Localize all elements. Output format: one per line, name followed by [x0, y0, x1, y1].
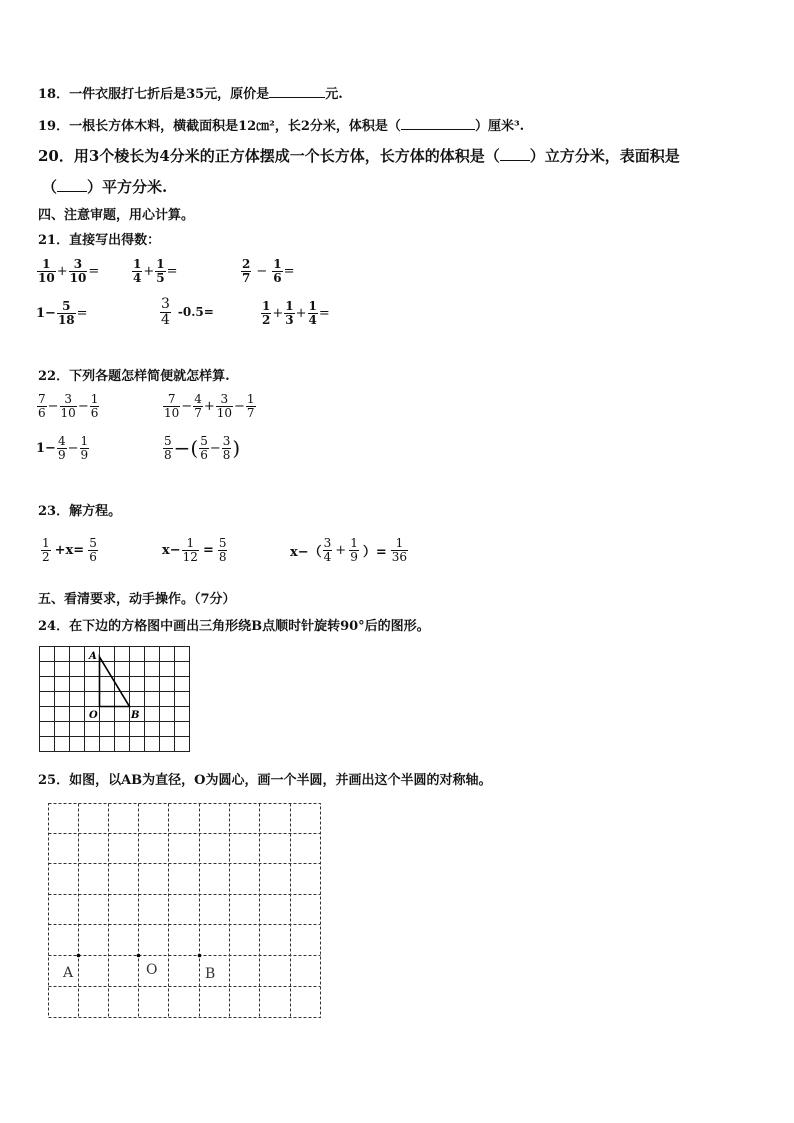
fraction: $\frac{1}{4}$ — [133, 257, 142, 285]
question-18 — [38, 83, 343, 102]
fraction: $\frac{5}{6}$ — [200, 434, 208, 462]
fraction: $\frac{1}{10}$ — [38, 257, 55, 285]
point-o-dot — [137, 954, 141, 958]
question-number: 20． — [38, 147, 74, 165]
fraction: $\frac{3}{4}$ — [161, 296, 170, 328]
q21-expression-3: $\frac{2}{7}$ − $\frac{1}{6}$ = — [242, 257, 295, 285]
point-label-b: B — [205, 966, 216, 982]
q24-grid-figure[interactable] — [38, 645, 194, 753]
fraction: $\frac{3}{8}$ — [222, 434, 231, 462]
q21-expression-6: $\frac{1}{2}$ + $\frac{1}{3}$ + $\frac{1}{4}$ = — [262, 299, 330, 327]
fraction: $\frac{4}{7}$ — [194, 392, 202, 420]
dashed-grid-lines — [49, 804, 321, 1018]
fraction: $\frac{7}{10}$ — [164, 392, 180, 420]
fraction: $\frac{1}{3}$ — [285, 299, 294, 327]
fraction: $\frac{3}{10}$ — [60, 392, 76, 420]
q23-equation-3: x−（ $\frac{3}{4}$ + $\frac{1}{9}$ ）= $\frac{1}{36}$ — [290, 536, 408, 564]
question-19 — [38, 115, 524, 134]
q23-equation-1: $\frac{1}{2}$ +x= $\frac{5}{6}$ — [42, 536, 97, 564]
fraction: $\frac{1}{9}$ — [350, 536, 358, 564]
question-number: 19． — [38, 119, 70, 134]
q25-dashed-grid-figure[interactable] — [47, 802, 323, 1020]
q23-equation-2: x− $\frac{1}{12}$ = $\frac{5}{8}$ — [162, 536, 227, 564]
question-text: 一件衣服打七折后是35元，原价是 — [69, 87, 270, 102]
fraction: $\frac{5}{6}$ — [89, 536, 97, 564]
vertex-label-o: O — [89, 710, 98, 721]
fraction: $\frac{3}{10}$ — [69, 257, 87, 285]
point-b-dot — [198, 954, 202, 958]
q21-expression-2: $\frac{1}{4}$ + $\frac{1}{5}$ = — [133, 257, 178, 285]
question-24-title: 24．在下边的方格图中画出三角形绕B点顺时针旋转90°后的图形。 — [38, 619, 430, 634]
question-20-line-1 — [38, 145, 680, 166]
question-text-end: 元. — [325, 87, 343, 102]
question-number: 18． — [38, 87, 70, 102]
fraction: $\frac{1}{4}$ — [308, 299, 317, 327]
question-23-title: 23．解方程。 — [38, 504, 122, 519]
volume-answer-blank[interactable] — [500, 148, 530, 161]
fraction: $\frac{3}{10}$ — [216, 392, 233, 420]
fraction: $\frac{3}{4}$ — [323, 536, 332, 564]
question-21-title: 21．直接写出得数： — [38, 233, 161, 248]
q21-expression-5: $\frac{3}{4}$ -0.5= — [161, 296, 214, 328]
section-5-title: 五、看清要求，动手操作。（7分） — [38, 592, 236, 607]
vertex-label-a: A — [89, 651, 97, 662]
point-label-o: O — [146, 962, 158, 978]
fraction: $\frac{1}{12}$ — [182, 536, 198, 564]
q22-expression-4: $\frac{5}{8}$ −( $\frac{5}{6}$ − $\frac{3}{8}$ ) — [164, 434, 241, 462]
fraction: $\frac{1}{7}$ — [246, 392, 255, 420]
answer-blank[interactable] — [269, 85, 325, 98]
q22-expression-3: 1− $\frac{4}{9}$ − $\frac{1}{9}$ — [36, 434, 89, 462]
fraction: $\frac{1}{6}$ — [273, 257, 282, 285]
q22-expression-1: $\frac{7}{6}$ − $\frac{3}{10}$ − $\frac{1}{6}$ — [38, 392, 99, 420]
q21-expression-1: $\frac{1}{10}$ + $\frac{3}{10}$ = — [38, 257, 100, 285]
fraction: $\frac{5}{18}$ — [57, 299, 75, 327]
area-answer-blank[interactable] — [57, 179, 87, 192]
fraction: $\frac{4}{9}$ — [57, 434, 66, 462]
fraction: $\frac{1}{6}$ — [90, 392, 99, 420]
point-a-dot — [77, 954, 81, 958]
question-22-title: 22．下列各题怎样简便就怎样算. — [38, 369, 230, 384]
fraction: $\frac{2}{7}$ — [242, 257, 251, 285]
fraction: $\frac{1}{2}$ — [262, 299, 271, 327]
paren-open: （ — [42, 178, 58, 196]
fraction: $\frac{5}{8}$ — [218, 536, 227, 564]
q22-expression-2: $\frac{7}{10}$ − $\frac{4}{7}$ + $\frac{3}{10}$ − $\frac{1}{7}$ — [164, 392, 255, 420]
fraction: $\frac{1}{5}$ — [156, 257, 165, 285]
answer-blank[interactable] — [401, 117, 475, 130]
fraction: $\frac{1}{2}$ — [42, 536, 50, 564]
question-text-mid: ）立方分米，表面积是 — [529, 147, 680, 165]
q21-expression-4: 1− $\frac{5}{18}$ = — [36, 299, 88, 327]
question-20-line-2 — [42, 176, 167, 197]
fraction: $\frac{1}{36}$ — [391, 536, 408, 564]
point-label-a: A — [63, 965, 74, 981]
grid-lines — [40, 647, 190, 752]
question-text: 一根长方体木料，横截面积是12㎝²，长2分米，体积是（ — [69, 119, 401, 134]
vertex-label-b: B — [131, 710, 140, 721]
fraction: $\frac{1}{9}$ — [80, 434, 89, 462]
fraction: $\frac{5}{8}$ — [164, 434, 172, 462]
section-4-title: 四、注意审题，用心计算。 — [38, 208, 195, 223]
fraction: $\frac{7}{6}$ — [38, 392, 46, 420]
question-text-end: ）厘米³. — [474, 119, 525, 134]
question-text-end: ）平方分米. — [87, 178, 168, 196]
question-text: 用3个棱长为4分米的正方体摆成一个长方体，长方体的体积是（ — [73, 147, 500, 165]
question-25-title: 25．如图，以AB为直径，O为圆心，画一个半圆，并画出这个半圆的对称轴。 — [38, 773, 492, 788]
